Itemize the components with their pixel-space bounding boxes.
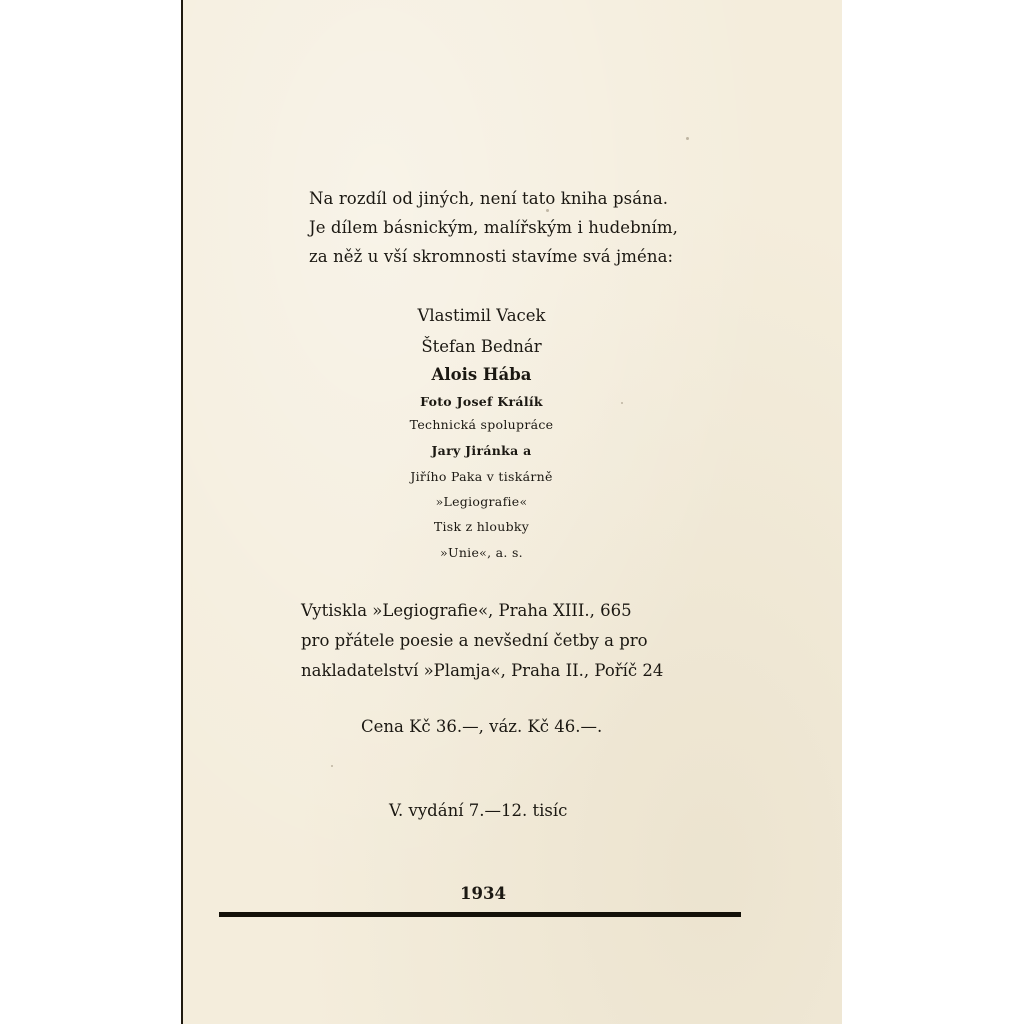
intro-paragraph	[309, 184, 709, 271]
printer-line: nakladatelství »Plamja«, Praha II., Poříč 24	[301, 661, 664, 680]
credit-legiografie: »Legiografie«	[435, 494, 528, 509]
credit-author-haba: Alois Hába	[431, 365, 532, 384]
paper-speck	[686, 137, 689, 140]
intro-line: za něž u vší skromnosti stavíme svá jména:	[309, 247, 674, 266]
credit-tisk: Tisk z hloubky	[433, 519, 530, 534]
paper-speck	[331, 765, 333, 767]
book-page	[181, 0, 842, 1024]
credit-photo: Foto Josef Králík	[420, 394, 543, 409]
price-line: Cena Kč 36.—, váz. Kč 46.—.	[361, 717, 603, 736]
page-edge-shadow	[181, 0, 183, 1024]
publication-year: 1934	[460, 884, 506, 903]
credit-jiranka: Jary Jiránka a	[431, 443, 532, 458]
bottom-rule	[219, 912, 741, 917]
printer-line: pro přátele poesie a nevšední četby a pro	[301, 631, 648, 650]
intro-line: Na rozdíl od jiných, není tato kniha psána.	[309, 189, 669, 208]
credit-author-vacek: Vlastimil Vacek	[417, 306, 546, 325]
intro-line: Je dílem básnickým, malířským i hudebním,	[309, 218, 679, 237]
credit-author-bednar: Štefan Bednár	[421, 337, 542, 356]
credit-paka: Jiřího Paka v tiskárně	[410, 469, 553, 484]
printer-paragraph	[301, 596, 721, 686]
printer-line: Vytiskla »Legiografie«, Praha XIII., 665	[301, 601, 632, 620]
credit-unie: »Unie«, a. s.	[440, 545, 523, 560]
credit-technical: Technická spolupráce	[409, 417, 554, 432]
edition-line: V. vydání 7.—12. tisíc	[389, 801, 568, 820]
